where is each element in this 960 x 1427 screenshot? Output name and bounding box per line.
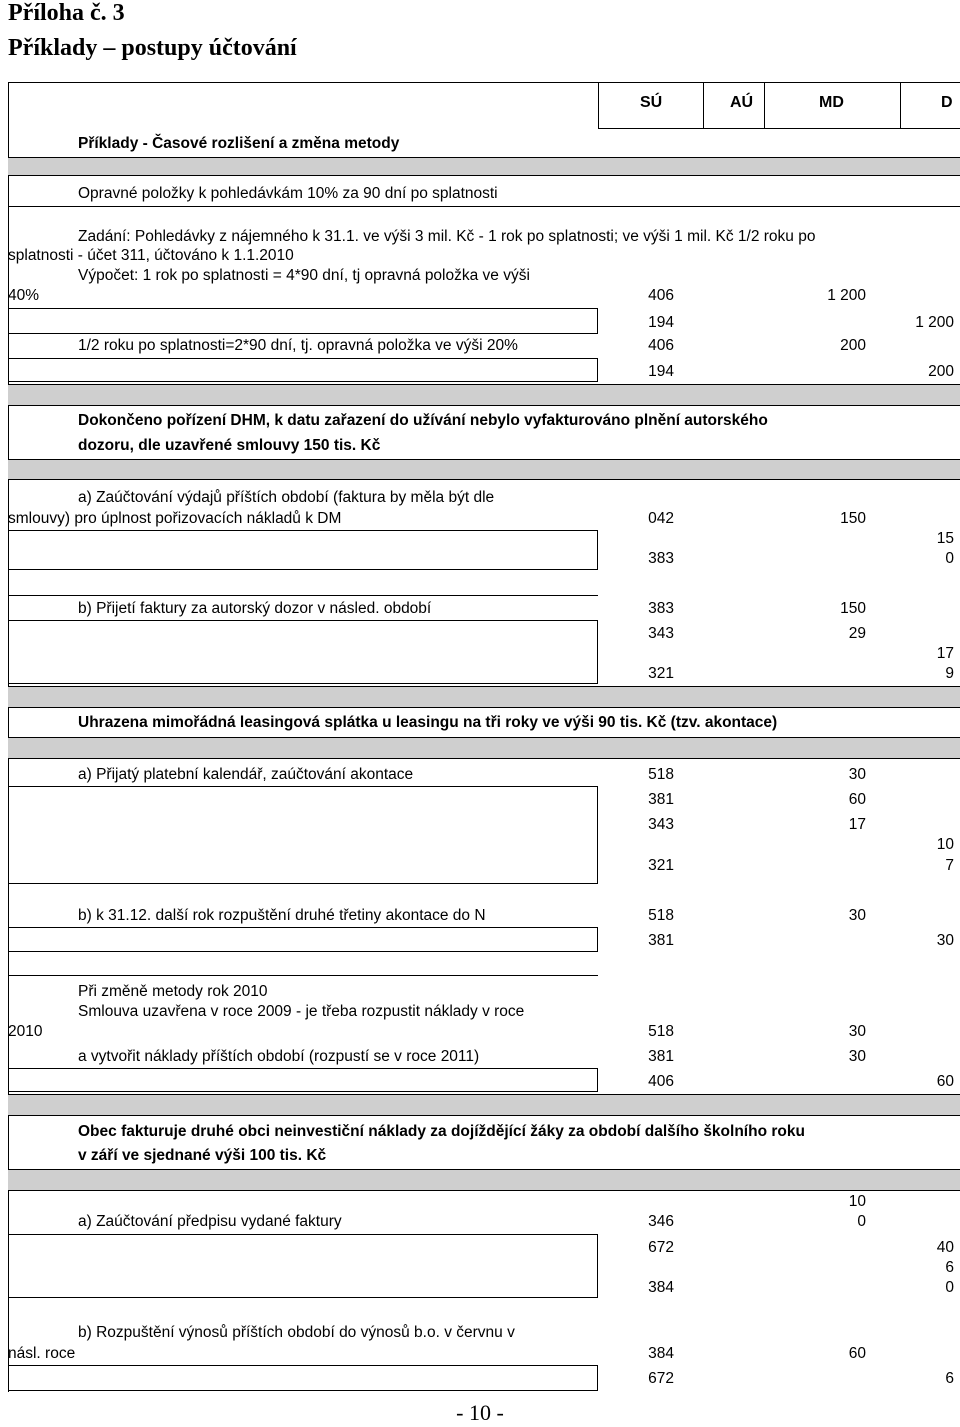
md-value: 1 200 (827, 287, 866, 304)
section5-heading2: v září ve sjednané výši 100 tis. Kč (78, 1147, 327, 1164)
section1-zadani1: Zadání: Pohledávky z nájemného k 31.1. ve výši 3 mil. Kč - 1 rok po splatnosti; ve výši 1 mil. Kč 1/2 roku po (78, 228, 816, 245)
su-value: 383 (648, 550, 674, 567)
section1-line1: Opravné položky k pohledávkám 10% za 90 dní po splatnosti (78, 185, 498, 202)
row-box (8, 1365, 598, 1391)
su-value: 321 (648, 665, 674, 682)
section2-heading2: dozoru, dle uzavřené smlouvy 150 tis. Kč (78, 437, 381, 454)
d-value: 1 200 (915, 314, 954, 331)
divider (8, 975, 598, 976)
row-box (8, 530, 598, 570)
header-bottom (598, 128, 960, 129)
d-value: 60 (936, 1073, 954, 1090)
su-value: 518 (648, 907, 674, 924)
su-value: 406 (648, 337, 674, 354)
row-box (8, 358, 598, 382)
su-value: 343 (648, 625, 674, 642)
section1-half: 1/2 roku po splatnosti=2*90 dní, tj. opravná položka ve výši 20% (78, 337, 518, 354)
section2-heading1: Dokončeno pořízení DHM, k datu zařazení do užívání nebylo vyfakturováno plnění autorského (78, 412, 768, 429)
section1-zadani2: splatnosti - účet 311, účtováno k 1.1.2010 (8, 247, 294, 264)
section3-band (8, 737, 960, 759)
row-box (8, 308, 598, 334)
su-value: 518 (648, 1023, 674, 1040)
su-value: 194 (648, 314, 674, 331)
section3-heading: Uhrazena mimořádná leasingová splátka u leasingu na tři roky ve výši 90 tis. Kč (tzv. akontace) (78, 714, 778, 731)
section1-pct: 40% (8, 287, 40, 304)
md-value: 10 (848, 1193, 866, 1210)
d-value: 6 (945, 1370, 954, 1387)
section3-b: b) k 31.12. další rok rozpuštění druhé třetiny akontace do N (78, 907, 486, 924)
su-value: 343 (648, 816, 674, 833)
d-value: 6 (945, 1259, 954, 1276)
row-box (8, 927, 598, 952)
page-title: Příloha č. 3 (8, 0, 125, 26)
su-value: 672 (648, 1239, 674, 1256)
section5-b1: b) Rozpuštění výnosů příštích období do výnosů b.o. v červnu v (78, 1324, 515, 1341)
md-value: 0 (857, 1213, 866, 1230)
table-top-border (8, 82, 960, 83)
section-band (8, 1094, 960, 1116)
header-au: AÚ (730, 94, 754, 111)
header-d: D (941, 94, 953, 111)
divider (8, 206, 960, 207)
md-value: 17 (848, 816, 866, 833)
section-band (8, 384, 960, 406)
su-value: 384 (648, 1345, 674, 1362)
header-col-su (598, 82, 599, 128)
md-value: 30 (848, 907, 866, 924)
su-value: 381 (648, 1048, 674, 1065)
row-box (8, 1068, 598, 1092)
section4-l4: a vytvořit náklady příštích období (rozpustí se v roce 2011) (78, 1048, 480, 1065)
section1-vypocet: Výpočet: 1 rok po splatnosti = 4*90 dní, tj opravná položka ve výši (78, 267, 530, 284)
su-value: 042 (648, 510, 674, 527)
d-value: 30 (936, 932, 954, 949)
section2-a2: smlouvy) pro úplnost pořizovacích nákladů k DM (8, 510, 342, 527)
md-value: 29 (848, 625, 866, 642)
md-value: 150 (840, 510, 866, 527)
su-value: 672 (648, 1370, 674, 1387)
d-value: 40 (936, 1239, 954, 1256)
section4-l2: Smlouva uzavřena v roce 2009 - je třeba rozpustit náklady v roce (78, 1003, 525, 1020)
section1-band (8, 157, 960, 176)
row-box (8, 620, 598, 684)
row-box (8, 1234, 598, 1298)
page-subtitle: Příklady – postupy účtování (8, 35, 297, 61)
section3-a: a) Přijatý platební kalendář, zaúčtování akontace (78, 766, 414, 783)
md-value: 30 (848, 1023, 866, 1040)
md-value: 200 (840, 337, 866, 354)
md-value: 150 (840, 600, 866, 617)
header-md: MD (819, 94, 844, 111)
section4-l1: Při změně metody rok 2010 (78, 983, 268, 1000)
su-value: 321 (648, 857, 674, 874)
section1-heading: Příklady - Časové rozlišení a změna metody (78, 135, 400, 152)
section2-a1: a) Zaúčtování výdajů příštích období (faktura by měla být dle (78, 489, 495, 506)
su-value: 384 (648, 1279, 674, 1296)
md-value: 60 (848, 791, 866, 808)
d-value: 7 (945, 857, 954, 874)
section5-a: a) Zaúčtování předpisu vydané faktury (78, 1213, 342, 1230)
md-value: 30 (848, 766, 866, 783)
su-value: 406 (648, 287, 674, 304)
su-value: 346 (648, 1213, 674, 1230)
section2-band (8, 459, 960, 480)
row-box (8, 786, 598, 884)
su-value: 406 (648, 1073, 674, 1090)
md-value: 30 (848, 1048, 866, 1065)
md-value: 60 (848, 1345, 866, 1362)
divider (8, 595, 598, 596)
section5-band (8, 1169, 960, 1191)
d-value: 10 (936, 836, 954, 853)
d-value: 15 (936, 530, 954, 547)
d-value: 0 (945, 1279, 954, 1296)
section5-heading1: Obec fakturuje druhé obci neinvestiční náklady za dojíždějící žáky za období dalšího školního roku (78, 1123, 805, 1140)
su-value: 383 (648, 600, 674, 617)
d-value: 9 (945, 665, 954, 682)
section2-b: b) Přijetí faktury za autorský dozor v násled. období (78, 600, 432, 617)
d-value: 200 (928, 363, 954, 380)
header-su: SÚ (640, 94, 663, 111)
section5-b2: násl. roce (8, 1345, 76, 1362)
d-value: 17 (936, 645, 954, 662)
d-value: 0 (945, 550, 954, 567)
su-value: 194 (648, 363, 674, 380)
header-col-d (900, 82, 901, 128)
header-col-au (703, 82, 704, 128)
section4-l3: 2010 (8, 1023, 43, 1040)
section-band (8, 686, 960, 708)
page-number: - 10 - (456, 1400, 504, 1425)
su-value: 381 (648, 791, 674, 808)
su-value: 381 (648, 932, 674, 949)
header-col-md (764, 82, 765, 128)
su-value: 518 (648, 766, 674, 783)
